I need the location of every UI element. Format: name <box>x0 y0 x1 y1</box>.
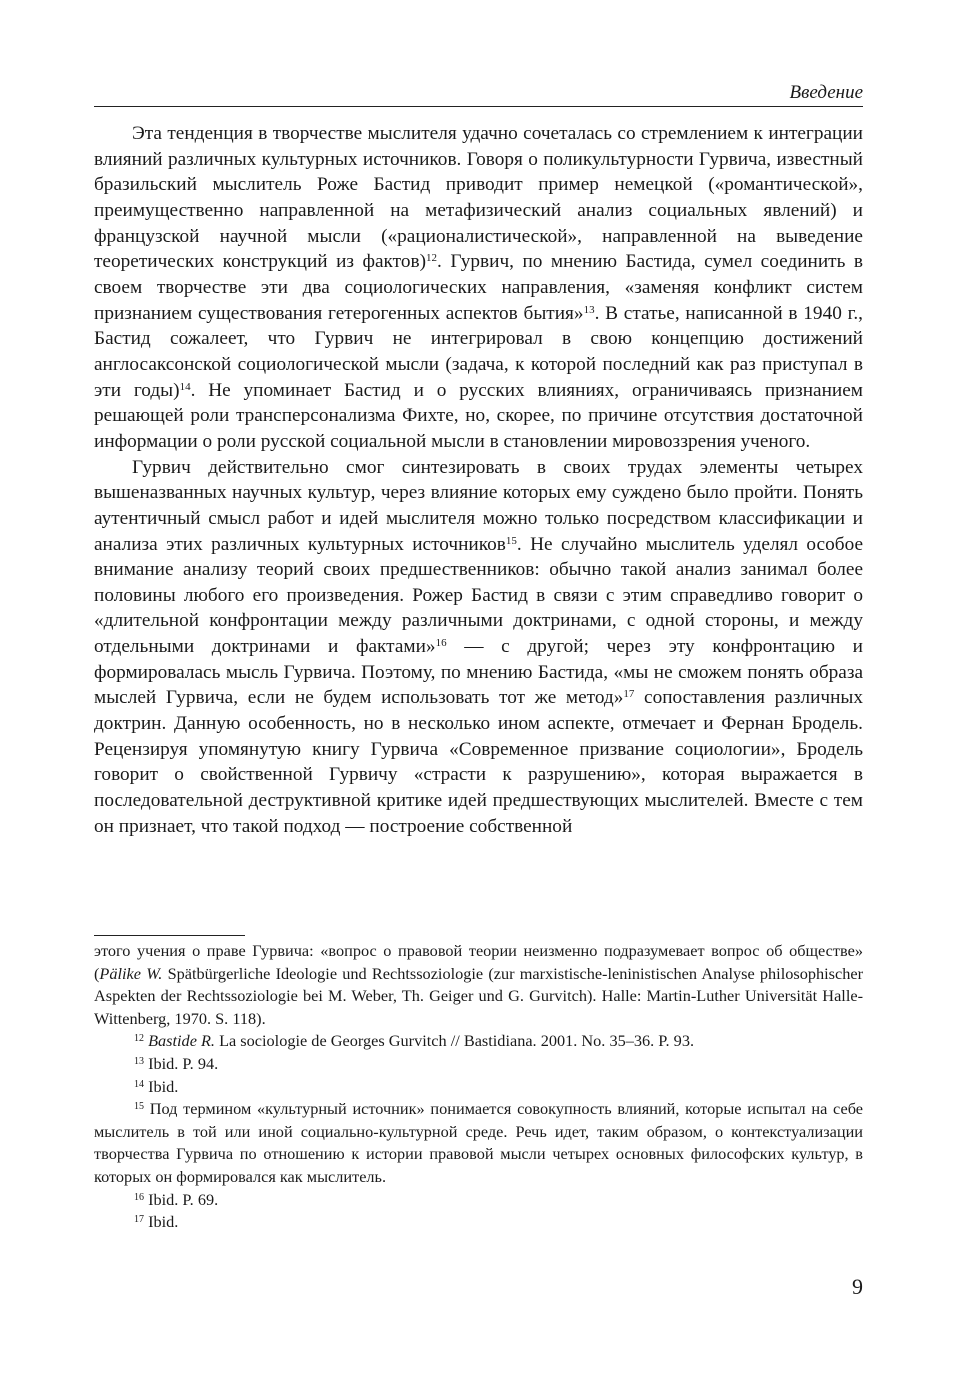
footnote-ref: 15 <box>134 1101 144 1113</box>
text-run: La sociologie de Georges Gurvitch // Bastidiana. 2001. No. 35–36. P. 93. <box>215 1031 695 1051</box>
paragraph <box>94 455 863 840</box>
paragraph <box>94 121 863 455</box>
text-run: Spätbürgerliche Ideologie und Rechtssoziologie (zur marxistische-leninistischen Analyse philosophischer Aspekten der Rechtssoziologie bei M. Weber, Th. Geiger und G. Gurvitch). Halle: Martin-Luther Universität Halle-Wittenberg, 1970. S. 118). <box>94 963 863 1028</box>
running-header <box>94 82 863 107</box>
text-run: Под термином «культурный источник» понимается совокупность влияний, которые испытал на себе мыслитель в той или иной социально-культурной среде. Речь идет, таким образом, о контекстуализации творчества Гурвича по отношению к истории правовой мысли четырех основных философских культур, в которых он формировался как мыслитель. <box>94 1099 863 1186</box>
text-run: — с другой; через эту конфронтацию и формировалась мысль Гурвича. Поэтому, по мнению Бастида, «мы не сможем понять образа мыслей Гурвича, если не будем использовать тот же метод» <box>94 636 864 709</box>
text-run: этого учения о праве Гурвича: «вопрос о правовой теории неизменно подразумевает вопрос об обществе» ( <box>94 941 863 983</box>
text-run: Гурвич действительно смог синтезировать в своих трудах элементы четырех вышеназванных научных культур, через влияние которых ему суждено было пройти. Понять аутентичный смысл работ и идей мыслителя можно только посредством классификации и анализа этих различных культурных источников <box>94 456 863 555</box>
text-run: . В статье, написанной в 1940 г., Бастид сожалеет, что Гурвич не интегрировал в свою концепцию достижений англосаксонской социологической мысли (задача, к которой последний как раз приступал в эти годы) <box>94 302 863 401</box>
footnotes <box>94 940 863 1234</box>
text-run: Эта тенденция в творчестве мыслителя удачно сочеталась со стремлением к интеграции влияний различных культурных источников. Говоря о поликультурности Гурвича, известный бразильский мыслитель Роже Бастид приводит пример немецкой («романтической», преимущественно направленной на метафизический анализ социальных явлений) и французской научной мысли («рационалистической», направленной на выведение теоретических конструкций из фактов) <box>94 123 863 273</box>
text-run: Ibid. <box>144 1076 179 1096</box>
text-run: Ibid. <box>144 1212 179 1232</box>
footnote <box>94 1211 863 1234</box>
footnote <box>94 1098 863 1188</box>
footnote-separator <box>94 935 245 936</box>
text-run: Ibid. P. 69. <box>144 1189 219 1209</box>
author-name: Pälike W. <box>99 963 163 983</box>
footnote <box>94 1030 863 1053</box>
text-run: . Не упоминает Бастид и о русских влияниях, ограничиваясь признанием решающей роли трансперсонализма Фихте, но, скорее, по причине отсутствия достаточной информации о роли русской социальной мысли в становлении мировоззрения ученого. <box>94 379 863 452</box>
footnote-ref: 14 <box>134 1078 144 1090</box>
footnote <box>94 940 863 1030</box>
footnote-ref: 13 <box>583 303 595 316</box>
footnote-ref: 16 <box>435 637 447 650</box>
main-text <box>94 121 863 839</box>
text-run: . Не случайно мыслитель уделял особое внимание анализу теорий своих предшественников: обычно такой анализ занимал более половины любого его произведения. Рожер Бастид в связи с этим справедливо говорит о «длительной конфронтации между различными доктринами, с одной стороны, и между отдельными доктринами и фактами» <box>94 533 864 658</box>
author-name: Bastide R. <box>148 1031 215 1051</box>
footnote-ref: 12 <box>134 1033 144 1045</box>
text-run: . Гурвич, по мнению Бастида, сумел соединить в своем творчестве эти два социологических направления, «заменяя конфликт систем признанием существования гетерогенных аспектов бытия» <box>94 251 863 324</box>
footnote-ref: 12 <box>426 252 438 265</box>
footnote-ref: 14 <box>179 380 191 393</box>
footnote-ref: 17 <box>623 688 635 701</box>
footnote-ref: 15 <box>505 534 517 547</box>
footnote <box>94 1076 863 1099</box>
page-number: 9 <box>852 1274 863 1299</box>
running-title: Введение <box>789 82 863 103</box>
footnote-ref: 13 <box>134 1055 144 1067</box>
footnote-ref: 16 <box>134 1191 144 1203</box>
footnote <box>94 1189 863 1212</box>
text-run: сопоставления различных доктрин. Данную особенность, но в несколько ином аспекте, отмечает и Фернан Бродель. Рецензируя упомянутую книгу Гурвича «Современное призвание социологии», Бродель говорит о свойственной Гурвичу «страсти к разрушению», которая выражается в последовательной деструктивной критике идей предшествующих мыслителей. Вместе с тем он признает, что такой подход — построение собственной <box>94 687 863 837</box>
footnote <box>94 1053 863 1076</box>
text-run: Ibid. P. 94. <box>144 1053 219 1073</box>
footnote-ref: 17 <box>134 1214 144 1226</box>
